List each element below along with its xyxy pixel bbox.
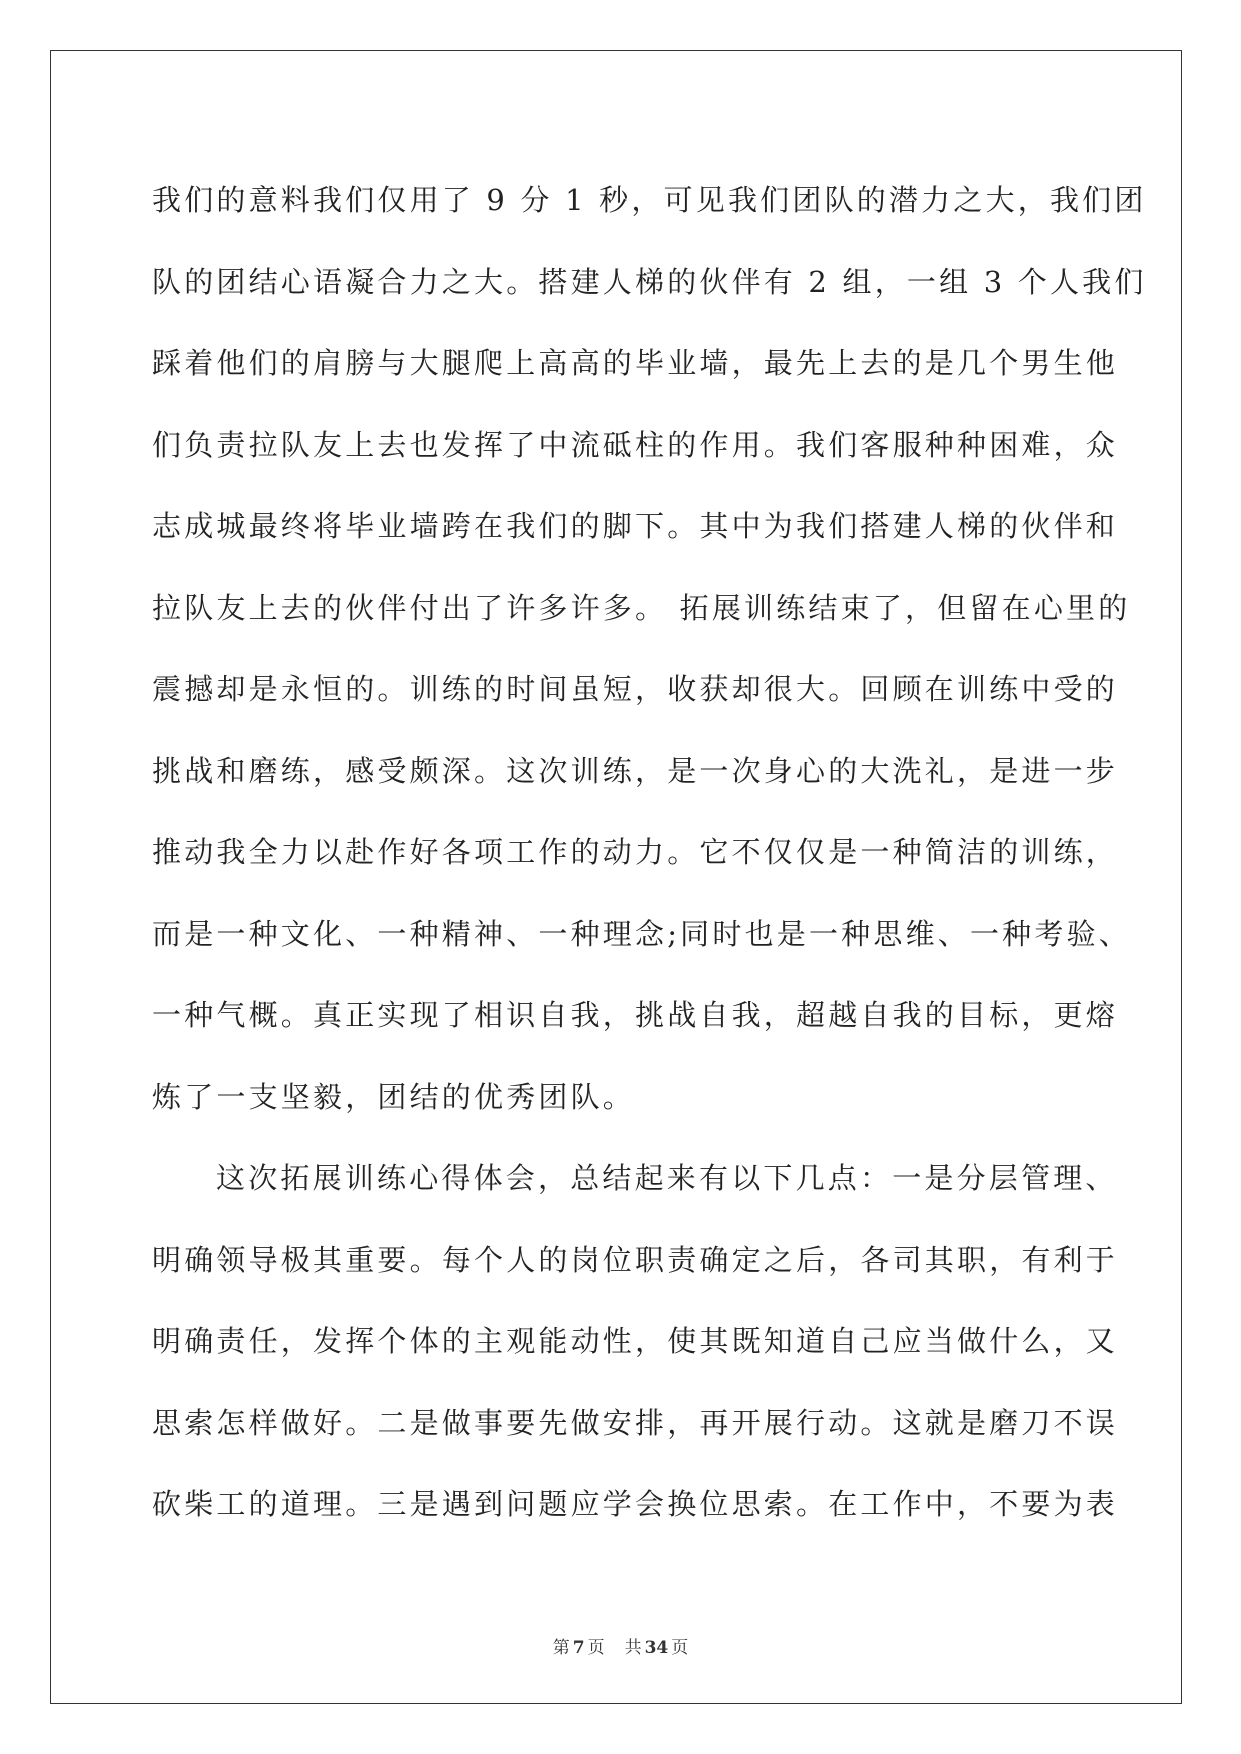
text-line: 明确领导极其重要。每个人的岗位职责确定之后，各司其职，有利于 (152, 1242, 1119, 1277)
footer-total-suffix: 页 (671, 1638, 689, 1658)
text-line: 推动我全力以赴作好各项工作的动力。它不仅仅是一种简洁的训练， (152, 835, 1119, 869)
text-line: 一种气概。真正实现了相识自我，挑战自我，超越自我的目标，更熔 (152, 998, 1119, 1032)
footer-prefix: 第 (552, 1638, 570, 1658)
text-line: 明确责任，发挥个体的主观能动性，使其既知道自己应当做什么，又 (152, 1324, 1119, 1358)
text-line: 震撼却是永恒的。训练的时间虽短，收获却很大。回顾在训练中受的 (152, 672, 1119, 706)
text-line: 志成城最终将毕业墙跨在我们的脚下。其中为我们搭建人梯的伙伴和 (152, 509, 1119, 543)
footer-total-pages: 34 (644, 1638, 669, 1658)
footer-page-number: 7 (572, 1638, 585, 1658)
text-line: 炼了一支坚毅，团结的优秀团队。 (152, 1079, 636, 1114)
paragraph-first-line: 这次拓展训练心得体会，总结起来有以下几点：一是分层管理、 (216, 1161, 1118, 1195)
text-line: 踩着他们的肩膀与大腿爬上高高的毕业墙，最先上去的是几个男生他 (152, 346, 1119, 380)
text-line: 拉队友上去的伙伴付出了许多许多。 拓展训练结束了，但留在心里的 (152, 590, 1131, 625)
page-footer (0, 1633, 1241, 1658)
document-body (152, 160, 1147, 1546)
text-line: 们负责拉队友上去也发挥了中流砥柱的作用。我们客服种种困难，众 (152, 427, 1119, 462)
text-line: 挑战和磨练，感受颇深。这次训练，是一次身心的大洗礼，是进一步 (152, 753, 1119, 788)
text-line: 队的团结心语凝合力之大。搭建人梯的伙伴有 2 组，一组 3 个人我们 (152, 264, 1147, 299)
text-line: 砍柴工的道理。三是遇到问题应学会换位思索。在工作中，不要为表 (152, 1487, 1119, 1521)
text-line: 我们的意料我们仅用了 9 分 1 秒，可见我们团队的潜力之大，我们团 (152, 183, 1147, 217)
text-line: 思索怎样做好。二是做事要先做安排，再开展行动。这就是磨刀不误 (152, 1405, 1119, 1440)
footer-total-prefix: 共 (624, 1638, 642, 1658)
footer-page-suffix: 页 (587, 1638, 605, 1658)
text-line: 而是一种文化、一种精神、一种理念;同时也是一种思维、一种考验、 (152, 916, 1131, 951)
